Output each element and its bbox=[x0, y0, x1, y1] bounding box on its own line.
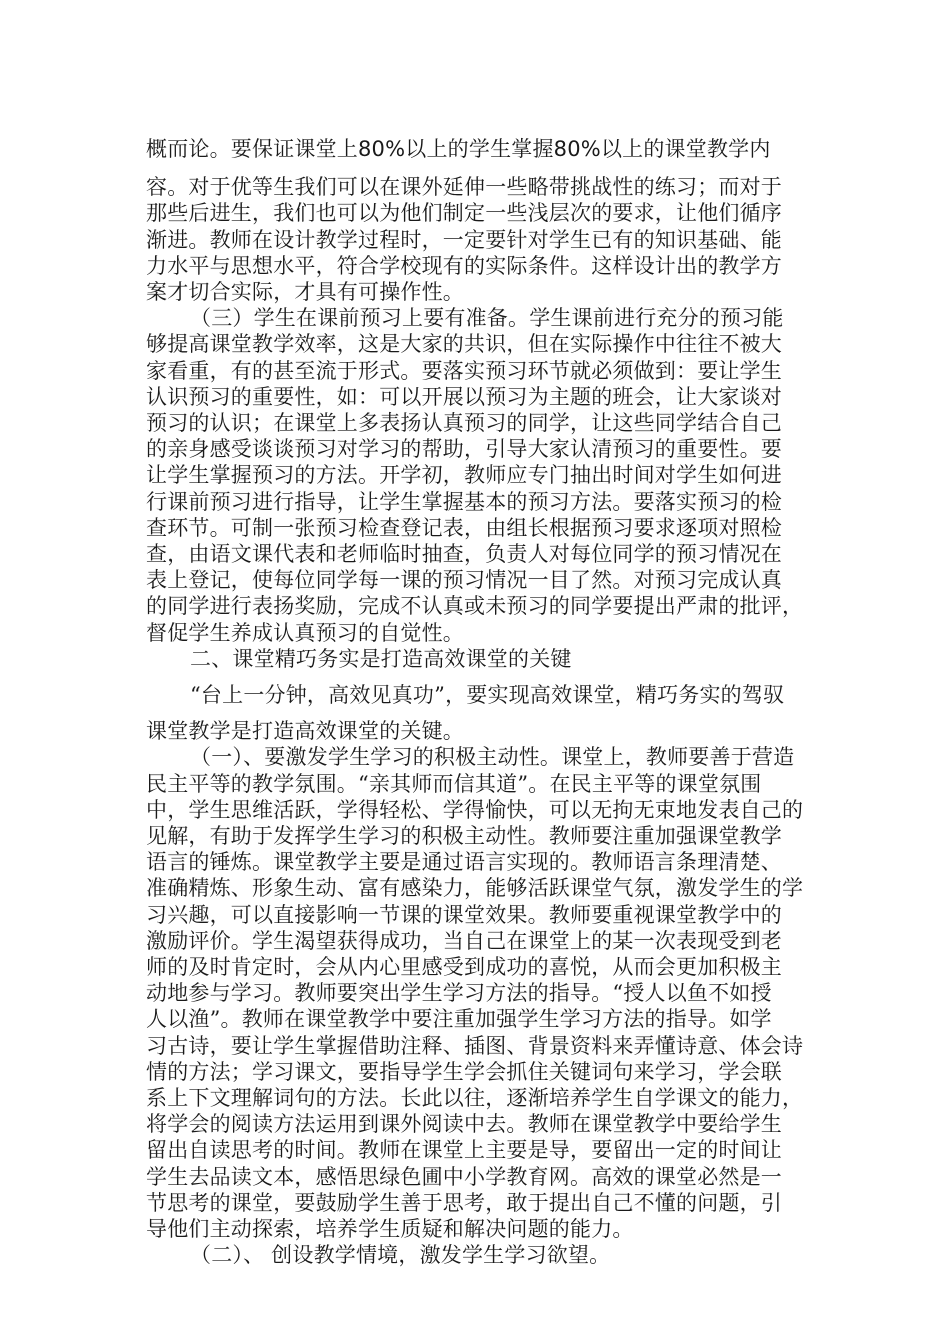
text-line: 情的方法；学习课文，要指导学生学会抓住关键词句来学习，学会联 bbox=[146, 1059, 782, 1084]
text-line: “台上一分钟，高效见真功”，要实现高效课堂，精巧务实的驾驭 bbox=[190, 683, 785, 707]
text-line: 节思考的课堂，要鼓励学生善于思考，敢于提出自己不懂的问题，引 bbox=[146, 1190, 782, 1215]
text-line: 够提高课堂教学效率，这是大家的共识，但在实际操作中往往不被大 bbox=[146, 332, 782, 357]
text-line: 督促学生养成认真预习的自觉性。 bbox=[146, 620, 464, 645]
section-heading: （二）、 创设教学情境，激发学生学习欲望。 bbox=[190, 1243, 611, 1268]
text-line: 的亲身感受谈谈预习对学习的帮助，引导大家认清预习的重要性。要 bbox=[146, 437, 782, 462]
text-line: 留出自读思考的时间。教师在课堂上主要是导，要留出一定的时间让 bbox=[146, 1138, 782, 1163]
text-line: 家看重，有的甚至流于形式。要落实预习环节就必须做到：要让学生 bbox=[146, 358, 782, 383]
text-line: 力水平与思想水平，符合学校现有的实际条件。这样设计出的教学方 bbox=[146, 253, 782, 278]
text-line: 概而论。要保证课堂上80%以上的学生掌握80%以上的课堂教学内 bbox=[146, 137, 771, 161]
text-line: 查，由语文课代表和老师临时抽查，负责人对每位同学的预习情况在 bbox=[146, 542, 782, 566]
text-line: 表上登记，使每位同学每一课的预习情况一目了然。对预习完成认真 bbox=[146, 568, 782, 593]
text-line: 案才切合实际，才具有可操作性。 bbox=[146, 280, 464, 304]
text-line: 系上下文理解词句的方法。长此以往，逐渐培养学生自学课文的能力， bbox=[146, 1086, 804, 1110]
text-line: 激励评价。学生渴望获得成功，当自己在课堂上的某一次表现受到老 bbox=[146, 928, 782, 953]
text-line: 民主平等的教学氛围。“亲其师而信其道”。在民主平等的课堂氛围 bbox=[146, 771, 762, 796]
text-line: 导他们主动探索，培养学生质疑和解决问题的能力。 bbox=[146, 1217, 634, 1241]
text-line: 语言的锤炼。课堂教学主要是通过语言实现的。教师语言条理清楚、 bbox=[146, 850, 782, 875]
text-line: 渐进。教师在设计教学过程时，一定要针对学生已有的知识基础、能 bbox=[146, 227, 782, 252]
text-line: （三）学生在课前预习上要有准备。学生课前进行充分的预习能 bbox=[190, 306, 784, 331]
text-line: 行课前预习进行指导，让学生掌握基本的预习方法。要落实预习的检 bbox=[146, 489, 782, 514]
text-line: 习兴趣，可以直接影响一节课的课堂效果。教师要重视课堂教学中的 bbox=[146, 902, 782, 927]
text-line: 让学生掌握预习的方法。开学初，教师应专门抽出时间对学生如何进 bbox=[146, 463, 782, 488]
text-line: 见解，有助于发挥学生学习的积极主动性。教师要注重加强课堂教学 bbox=[146, 824, 782, 848]
text-line: 预习的认识；在课堂上多表扬认真预习的同学，让这些同学结合自己 bbox=[146, 411, 782, 435]
text-line: 课堂教学是打造高效课堂的关键。 bbox=[146, 719, 464, 744]
text-line: 那些后进生，我们也可以为他们制定一些浅层次的要求，让他们循序 bbox=[146, 201, 782, 226]
text-line: 中，学生思维活跃，学得轻松、学得愉快，可以无拘无束地发表自己的 bbox=[146, 797, 804, 822]
text-line: 师的及时肯定时，会从内心里感受到成功的喜悦，从而会更加积极主 bbox=[146, 955, 782, 979]
text-line: 查环节。可制一张预习检查登记表，由组长根据预习要求逐项对照检 bbox=[146, 515, 782, 540]
text-line: 习古诗，要让学生掌握借助注释、插图、背景资料来弄懂诗意、体会诗 bbox=[146, 1033, 804, 1058]
text-line: 学生去品读文本，感悟思绿色圃中小学教育网。高效的课堂必然是一 bbox=[146, 1164, 782, 1189]
text-line: 将学会的阅读方法运用到课外阅读中去。教师在课堂教学中要给学生 bbox=[146, 1112, 782, 1137]
text-line: 人以渔”。教师在课堂教学中要注重加强学生学习方法的指导。如学 bbox=[146, 1007, 772, 1032]
text-line: 认识预习的重要性，如：可以开展以预习为主题的班会，让大家谈对 bbox=[146, 384, 782, 409]
text-line: 容。对于优等生我们可以在课外延伸一些略带挑战性的练习；而对于 bbox=[146, 175, 782, 200]
text-line: 动地参与学习。教师要突出学生学习方法的指导。“授人以鱼不如授 bbox=[146, 981, 772, 1006]
text-line: 的同学进行表扬奖励，完成不认真或未预习的同学要提出严肃的批评， bbox=[146, 594, 804, 619]
text-line: （一）、要激发学生学习的积极主动性。课堂上，教师要善于营造 bbox=[190, 745, 795, 770]
text-line: 准确精炼、形象生动、富有感染力，能够活跃课堂气氛，激发学生的学 bbox=[146, 876, 804, 901]
section-heading: 二、课堂精巧务实是打造高效课堂的关键 bbox=[190, 646, 572, 671]
